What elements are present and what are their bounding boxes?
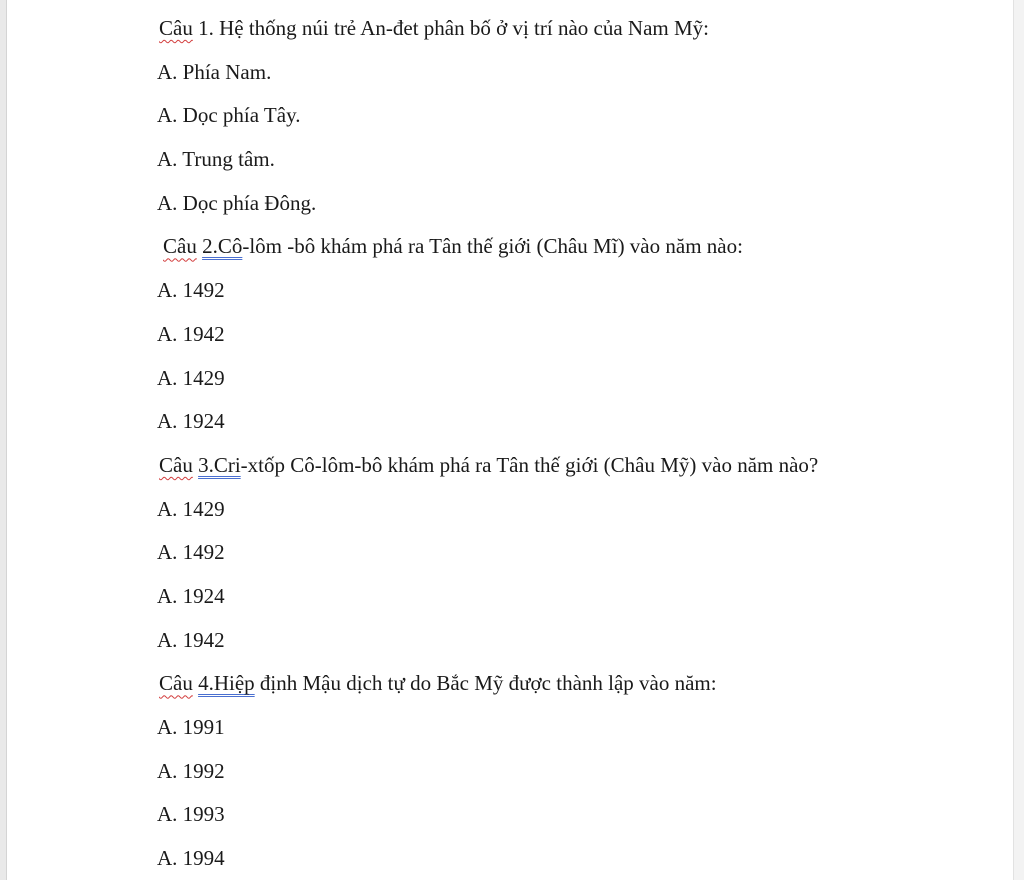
question-2-option-2: A. 1942 (157, 321, 225, 346)
question-3-option-2: A. 1492 (157, 540, 225, 565)
question-2-option-3: A. 1429 (157, 365, 225, 390)
question-4-option-1: A. 1991 (157, 715, 225, 739)
question-4-option-2: A. 1992 (157, 758, 225, 783)
question-1-option-4: A. Dọc phía Đông. (157, 190, 317, 215)
document-page (157, 6, 987, 880)
question-3-option-1: A. 1429 (157, 496, 225, 521)
question-1-option-1: A. Phía Nam. (157, 59, 272, 84)
question-4-option-4: A. 1994 (157, 846, 225, 871)
left-page-margin (0, 0, 7, 880)
question-2-text: Câu 2.Cô-lôm -bô khám phá ra Tân thế giới (Châu Mĩ) vào năm nào: (163, 234, 743, 259)
spelling-marked-word: Câu (159, 16, 193, 40)
spelling-marked-word: Câu (159, 671, 193, 696)
question-3-text: Câu 3.Cri-xtốp Cô-lôm-bô khám phá ra Tân thế giới (Châu Mỹ) vào năm nào? (159, 452, 819, 477)
right-scroll-edge[interactable] (1013, 0, 1024, 880)
question-3-option-4: A. 1942 (157, 627, 225, 652)
question-4-text: Câu 4.Hiệp định Mậu dịch tự do Bắc Mỹ được thành lập vào năm: (159, 671, 717, 696)
grammar-marked-text: 3.Cri (198, 452, 241, 477)
spelling-marked-word: Câu (163, 234, 197, 259)
question-1-text: Câu 1. Hệ thống núi trẻ An-đet phân bố ở vị trí nào của Nam Mỹ: (159, 16, 709, 40)
question-3-option-3: A. 1924 (157, 583, 225, 608)
spelling-marked-word: Câu (159, 452, 193, 477)
question-1-option-2: A. Dọc phía Tây. (157, 103, 301, 128)
question-2-option-1: A. 1492 (157, 278, 225, 303)
question-2-option-4: A. 1924 (157, 409, 225, 434)
question-1-option-3: A. Trung tâm. (157, 147, 275, 172)
question-4-option-3: A. 1993 (157, 802, 225, 827)
grammar-marked-text: 4.Hiệp (198, 671, 255, 696)
grammar-marked-text: 2.Cô (202, 234, 243, 259)
